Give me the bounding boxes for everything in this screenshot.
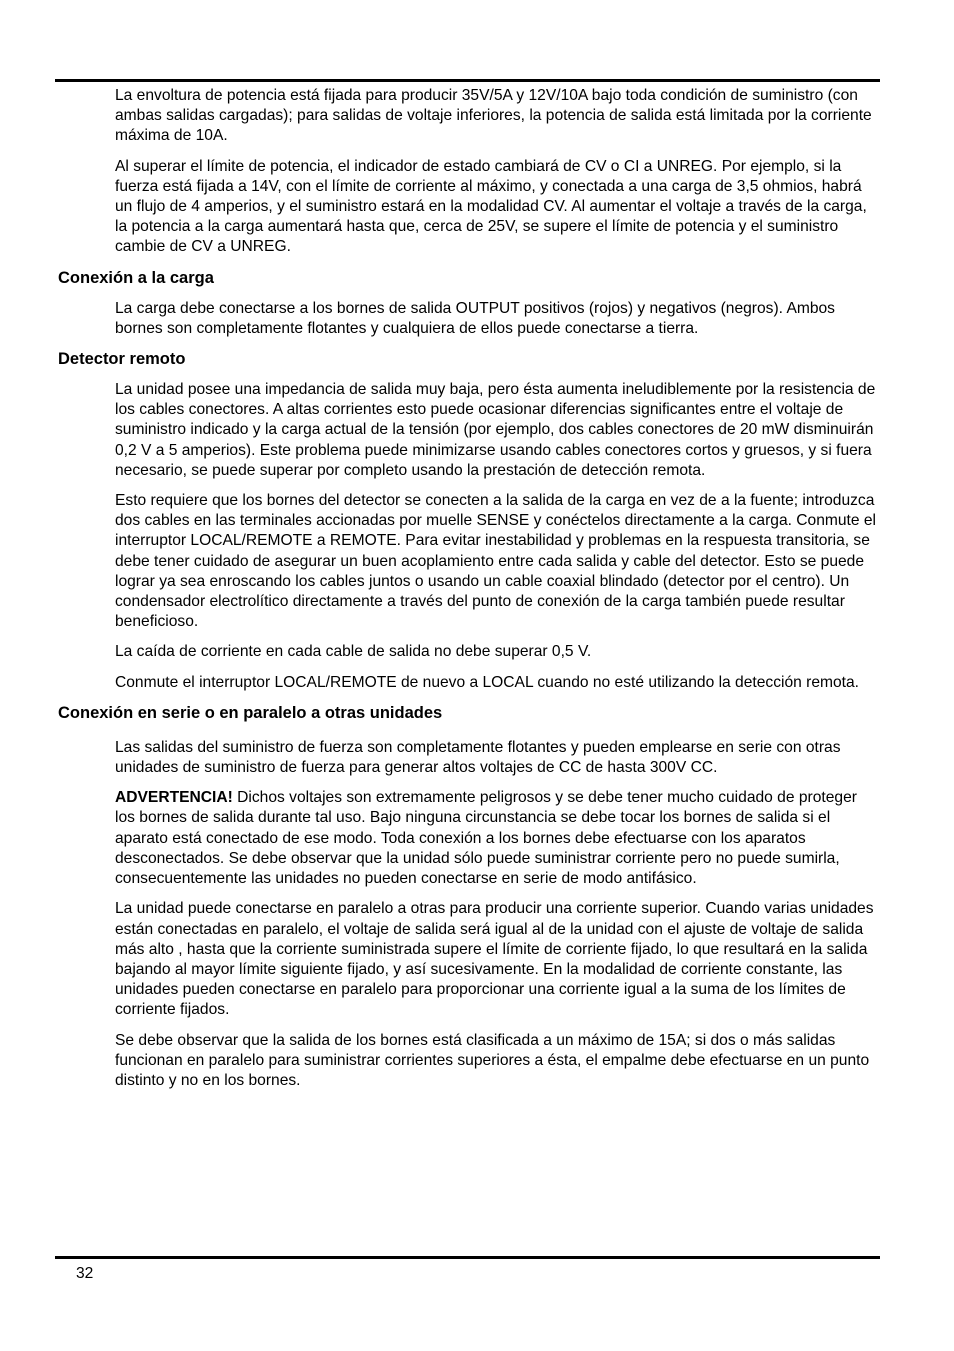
paragraph-output-impedance: La unidad posee una impedancia de salida muy baja, pero ésta aumenta ineludiblemente por la resistencia de los cables conectores. A altas corrientes esto puede ocasionar diferencias significantes entre el voltaje de suministro indicado y la carga actual de la tensión (por ejemplo, dos cables conectores de 20 mW disminuirán 0,2 V a 5 amperios). Este problema puede minimizarse usando cables conectores cortos y gruesos, y si fuera necesario, se puede superar por completo usando la prestación de detección remota. (115, 381, 876, 479)
paragraph-load-terminals: La carga debe conectarse a los bornes de salida OUTPUT positivos (rojos) y negativos (negros). Ambos bornes son completamente flotantes y cualquiera de ellos puede conectarse a tierra. (115, 299, 835, 337)
paragraph-parallel-connection: La unidad puede conectarse en paralelo a otras para producir una corriente superior. Cuando varias unidades están conectadas en paralelo, el voltaje de salida será igual al de la unidad con el ajuste de voltaje de salida más alto , hasta que la corriente suministrada supere el límite de corriente fijado, lo que resultará en la salida bajando al mayor límite siguiente fijado, y así sucesivamente. En la modalidad de corriente constante, las unidades pueden conectarse en paralelo para proporcionar una corriente igual a la suma de los límites de corriente fijados. (115, 900, 874, 1019)
paragraph-voltage-drop: La caída de corriente en cada cable de salida no debe superar 0,5 V. (115, 643, 592, 661)
page-number: 32 (76, 1265, 94, 1282)
heading-load-connection: Conexión a la carga (58, 268, 214, 287)
heading-remote-sense: Detector remoto (58, 350, 186, 369)
document-body (58, 86, 880, 1101)
paragraph-terminal-rating: Se debe observar que la salida de los bornes está clasificada a un máximo de 15A; si dos o más salidas funcionan en paralelo para suministrar corrientes superiores a ésta, el empalme debe efectuarse en un punto distinto y no en los bornes. (115, 1031, 870, 1089)
heading-series-parallel: Conexión en serie o en paralelo a otras unidades (58, 703, 443, 722)
paragraph-power-envelope: La envoltura de potencia está fijada para producir 35V/5A y 12V/10A bajo toda condición de suministro (con ambas salidas cargadas); para salidas de voltaje inferiores, la potencia de salida está limitada por la corriente máxima de 10A. (115, 87, 872, 145)
paragraph-local-switch: Conmute el interruptor LOCAL/REMOTE de nuevo a LOCAL cuando no esté utilizando la detección remota. (115, 673, 859, 691)
paragraph-power-limit: Al superar el límite de potencia, el indicador de estado cambiará de CV o CI a UNREG. Por ejemplo, si la fuerza está fijada a 14V, con el límite de corriente al máximo, y conectada a una carga de 3,5 ohmios, habrá un flujo de 4 amperios, y el suministro estará en la modalidad CV. Al aumentar el voltaje a través de la carga, la potencia a la carga aumentará hasta que, cerca de 25V, se supere el límite de potencia y el suministro cambie de CV a UNREG. (115, 157, 867, 256)
paragraph-sense-wiring: Esto requiere que los bornes del detector se conecten a la salida de la carga en vez de a la fuente; introduzca dos cables en las terminales accionadas por muelle SENSE y conéctelos directamente a la carga. Conmute el interruptor LOCAL/REMOTE a REMOTE. Para evitar inestabilidad y problemas en la respuesta transitoria, se debe tener cuidado de asegurar un buen acoplamiento entre cada salida y cable del detector. Esto se puede lograr ya sea enroscando los cables juntos o usando un cable coaxial blindado (detector por el centro). Un condensador electrolítico directamente a través del punto de conexión de la carga también puede resultar beneficioso. (115, 492, 877, 631)
warning-label: ADVERTENCIA! (115, 789, 233, 807)
warning-text: Dichos voltajes son extremamente peligrosos y se debe tener mucho cuidado de proteger los bornes de salida durante tal uso. Bajo ninguna circunstancia se debe tocar los bornes de salida si el aparato está conectado de ese modo. Toda conexión a los bornes debe efectuarse con los aparatos desconectados. Se debe observar que la unidad sólo puede suministrar corriente pero no puede sumirla, consecuentemente las unidades no pueden conectarse en serie de modo antifásico. (115, 789, 857, 888)
paragraph-series-outputs: Las salidas del suministro de fuerza son completamente flotantes y pueden emplearse en serie con otras unidades de suministro de fuerza para generar altos voltajes de CC de hasta 300V CC. (115, 738, 841, 777)
bottom-rule (55, 1256, 880, 1259)
top-rule (55, 79, 880, 82)
paragraph-warning (115, 788, 880, 889)
